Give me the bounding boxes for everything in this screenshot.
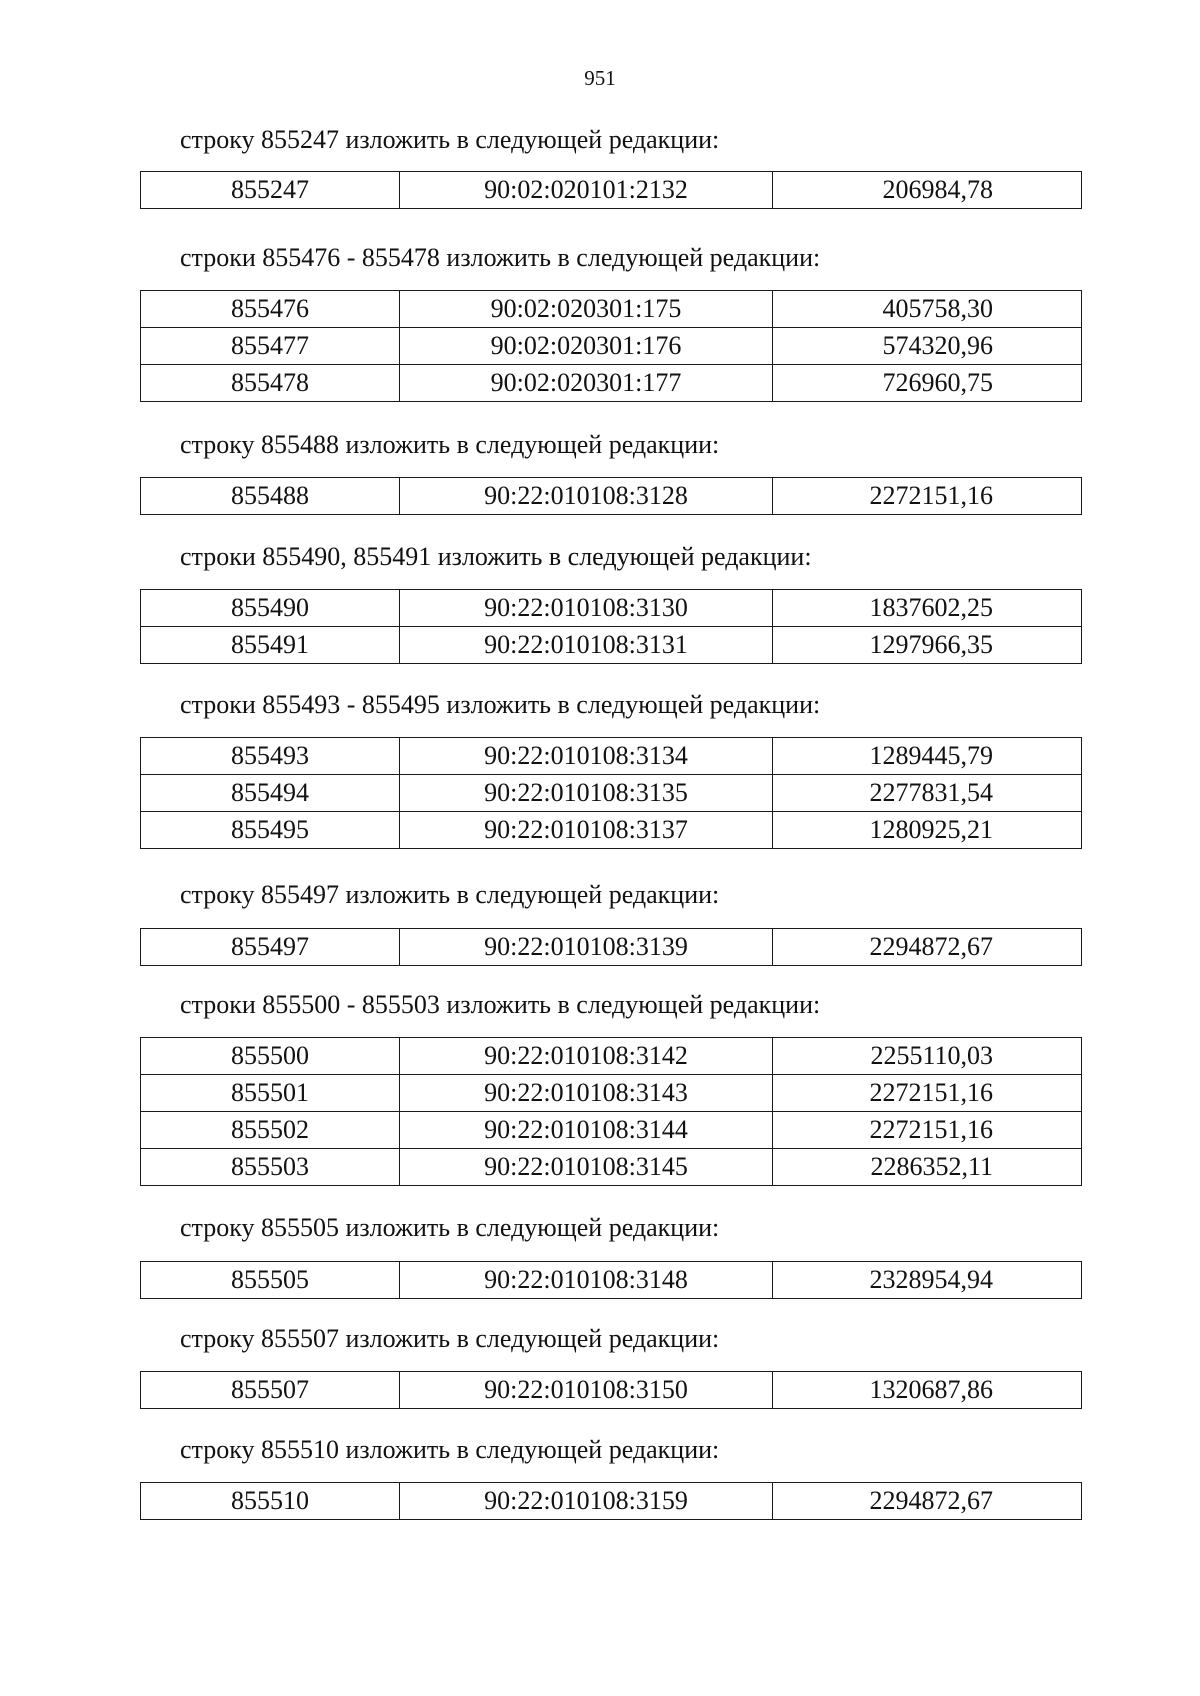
cadastral-number-cell: 90:22:010108:3145 [400,1149,773,1186]
amendment-table [140,1261,1082,1299]
table-row [141,738,1082,775]
cadastral-number-cell: 90:22:010108:3144 [400,1112,773,1149]
cadastral-number-cell: 90:02:020301:176 [400,328,773,365]
instruction-text: строки 855490, 855491 изложить в следующей редакции: [180,542,812,571]
row-number-cell: 855510 [141,1483,400,1520]
cadastral-number-cell: 90:22:010108:3134 [400,738,773,775]
table-row [141,1149,1082,1186]
row-number-cell: 855247 [141,172,400,209]
amendment-table [140,737,1082,849]
row-number-cell: 855477 [141,328,400,365]
cadastral-number-cell: 90:22:010108:3139 [400,929,773,966]
value-cell: 726960,75 [773,365,1082,402]
value-cell: 206984,78 [773,172,1082,209]
value-cell: 1280925,21 [773,812,1082,849]
row-number-cell: 855494 [141,775,400,812]
cadastral-number-cell: 90:02:020101:2132 [400,172,773,209]
instruction-text: строку 855488 изложить в следующей редакции: [180,430,720,459]
table-row [141,1372,1082,1409]
row-number-cell: 855491 [141,627,400,664]
value-cell: 2328954,94 [773,1262,1082,1299]
cadastral-number-cell: 90:22:010108:3143 [400,1075,773,1112]
instruction-text: строки 855476 - 855478 изложить в следующей редакции: [180,243,821,272]
table-row [141,291,1082,328]
value-cell: 2272151,16 [773,1112,1082,1149]
value-cell: 2277831,54 [773,775,1082,812]
amendment-table [140,171,1082,209]
table-row [141,365,1082,402]
cadastral-number-cell: 90:22:010108:3128 [400,478,773,515]
amendment-table [140,477,1082,515]
table-row [141,1483,1082,1520]
cadastral-number-cell: 90:02:020301:177 [400,365,773,402]
value-cell: 2255110,03 [773,1038,1082,1075]
amendment-table [140,1037,1082,1186]
row-number-cell: 855500 [141,1038,400,1075]
table-row [141,478,1082,515]
row-number-cell: 855490 [141,590,400,627]
cadastral-number-cell: 90:22:010108:3159 [400,1483,773,1520]
cadastral-number-cell: 90:22:010108:3150 [400,1372,773,1409]
value-cell: 1289445,79 [773,738,1082,775]
value-cell: 2272151,16 [773,478,1082,515]
table-row [141,1112,1082,1149]
amendment-table [140,290,1082,402]
instruction-text: строки 855500 - 855503 изложить в следующей редакции: [180,990,821,1019]
instruction-text: строки 855493 - 855495 изложить в следующей редакции: [180,690,821,719]
table-row [141,328,1082,365]
table-row [141,172,1082,209]
row-number-cell: 855497 [141,929,400,966]
cadastral-number-cell: 90:22:010108:3137 [400,812,773,849]
table-row [141,775,1082,812]
table-row [141,627,1082,664]
value-cell: 574320,96 [773,328,1082,365]
value-cell: 1297966,35 [773,627,1082,664]
row-number-cell: 855505 [141,1262,400,1299]
cadastral-number-cell: 90:22:010108:3131 [400,627,773,664]
cadastral-number-cell: 90:22:010108:3148 [400,1262,773,1299]
cadastral-number-cell: 90:02:020301:175 [400,291,773,328]
cadastral-number-cell: 90:22:010108:3135 [400,775,773,812]
instruction-text: строку 855497 изложить в следующей редакции: [180,880,720,909]
table-row [141,1038,1082,1075]
row-number-cell: 855478 [141,365,400,402]
row-number-cell: 855476 [141,291,400,328]
value-cell: 2272151,16 [773,1075,1082,1112]
instruction-text: строку 855510 изложить в следующей редакции: [180,1435,720,1464]
value-cell: 405758,30 [773,291,1082,328]
table-row [141,929,1082,966]
instruction-text: строку 855247 изложить в следующей редакции: [180,125,720,154]
row-number-cell: 855501 [141,1075,400,1112]
table-row [141,1075,1082,1112]
amendment-table [140,928,1082,966]
instruction-text: строку 855507 изложить в следующей редакции: [180,1324,720,1353]
row-number-cell: 855495 [141,812,400,849]
cadastral-number-cell: 90:22:010108:3142 [400,1038,773,1075]
table-row [141,812,1082,849]
row-number-cell: 855488 [141,478,400,515]
value-cell: 2294872,67 [773,929,1082,966]
row-number-cell: 855507 [141,1372,400,1409]
amendment-table [140,1371,1082,1409]
amendment-table [140,589,1082,664]
row-number-cell: 855503 [141,1149,400,1186]
page-number: 951 [584,66,616,90]
cadastral-number-cell: 90:22:010108:3130 [400,590,773,627]
instruction-text: строку 855505 изложить в следующей редакции: [180,1213,720,1242]
amendment-table [140,1482,1082,1520]
value-cell: 1320687,86 [773,1372,1082,1409]
table-row [141,590,1082,627]
value-cell: 2286352,11 [773,1149,1082,1186]
row-number-cell: 855502 [141,1112,400,1149]
value-cell: 2294872,67 [773,1483,1082,1520]
table-row [141,1262,1082,1299]
value-cell: 1837602,25 [773,590,1082,627]
row-number-cell: 855493 [141,738,400,775]
